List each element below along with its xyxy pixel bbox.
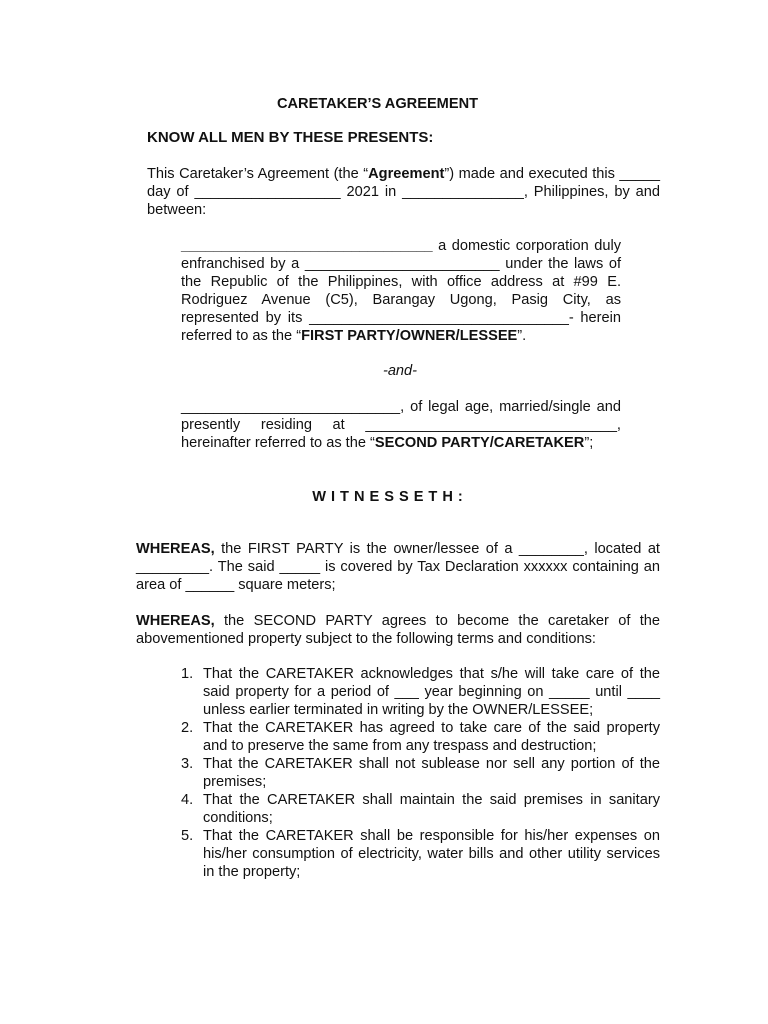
list-item-text: That the CARETAKER shall not sublease nor sell any portion of the premises; — [203, 756, 660, 790]
list-item-text: That the CARETAKER acknowledges that s/he will take care of the said property for a period of ___ year beginning on _____ until ____ unless earlier terminated in writing by the OWNER/LESSEE; — [203, 666, 660, 718]
first-party-paragraph — [181, 237, 621, 345]
whereas-text: the SECOND PARTY agrees to become the caretaker of the abovementioned property subject to the following terms and conditions: — [136, 613, 660, 647]
whereas-label: WHEREAS, — [136, 541, 215, 557]
intro-text-before: This Caretaker’s Agreement (the “ — [147, 166, 369, 182]
intro-paragraph — [147, 165, 660, 219]
second-party-text: ___________________________, of legal age, married/single and presently residing at _______________________________, hereinafter referred to as the “ — [181, 399, 621, 451]
whereas-clause-2 — [136, 612, 660, 648]
second-party-bold-term: SECOND PARTY/CARETAKER — [374, 435, 585, 451]
list-item-number: 4. — [181, 792, 194, 808]
intro-bold-term: Agreement — [368, 166, 445, 182]
witnesseth-heading: WITNESSETH: — [312, 489, 468, 505]
list-item — [181, 755, 660, 791]
document-title: CARETAKER’S AGREEMENT — [276, 96, 479, 112]
know-all-men-heading: KNOW ALL MEN BY THESE PRESENTS: — [147, 129, 434, 146]
second-party-paragraph — [181, 398, 621, 452]
list-item — [181, 827, 660, 881]
intro-text-after: ”) made and executed this _____ day of __________________ 2021 in _______________, Philippines, by and between: — [147, 166, 660, 218]
list-item-text: That the CARETAKER shall be responsible for his/her expenses on his/her consumption of electricity, water bills and other utility services in the property; — [203, 828, 660, 880]
terms-list — [181, 665, 660, 881]
first-party-blank: _______________________________ — [181, 238, 433, 254]
first-party-text: a domestic corporation duly enfranchised by a ________________________ under the laws of the Republic of the Philippines, with office address at #99 E. Rodriguez Avenue (C5), Barangay Ugong, Pasig City, as represented by its ________________________________- herein referred to as the “ — [181, 238, 621, 344]
and-separator: -and- — [382, 363, 418, 379]
second-party-closing: ”; — [584, 435, 594, 451]
whereas-clause-1 — [136, 540, 660, 594]
list-item-text: That the CARETAKER has agreed to take care of the said property and to preserve the same from any trespass and destruction; — [203, 720, 660, 754]
list-item-text: That the CARETAKER shall maintain the said premises in sanitary conditions; — [203, 792, 660, 826]
list-item — [181, 791, 660, 827]
list-item — [181, 719, 660, 755]
whereas-label: WHEREAS, — [136, 613, 215, 629]
whereas-text: the FIRST PARTY is the owner/lessee of a ________, located at _________. The said _____ is covered by Tax Declaration xxxxxx containing an area of ______ square meters; — [136, 541, 660, 593]
list-item-number: 3. — [181, 756, 194, 772]
list-item-number: 1. — [181, 666, 194, 682]
list-item — [181, 665, 660, 719]
list-item-number: 2. — [181, 720, 194, 736]
first-party-closing: ”. — [517, 328, 527, 344]
list-item-number: 5. — [181, 828, 194, 844]
first-party-bold-term: FIRST PARTY/OWNER/LESSEE — [301, 328, 518, 344]
